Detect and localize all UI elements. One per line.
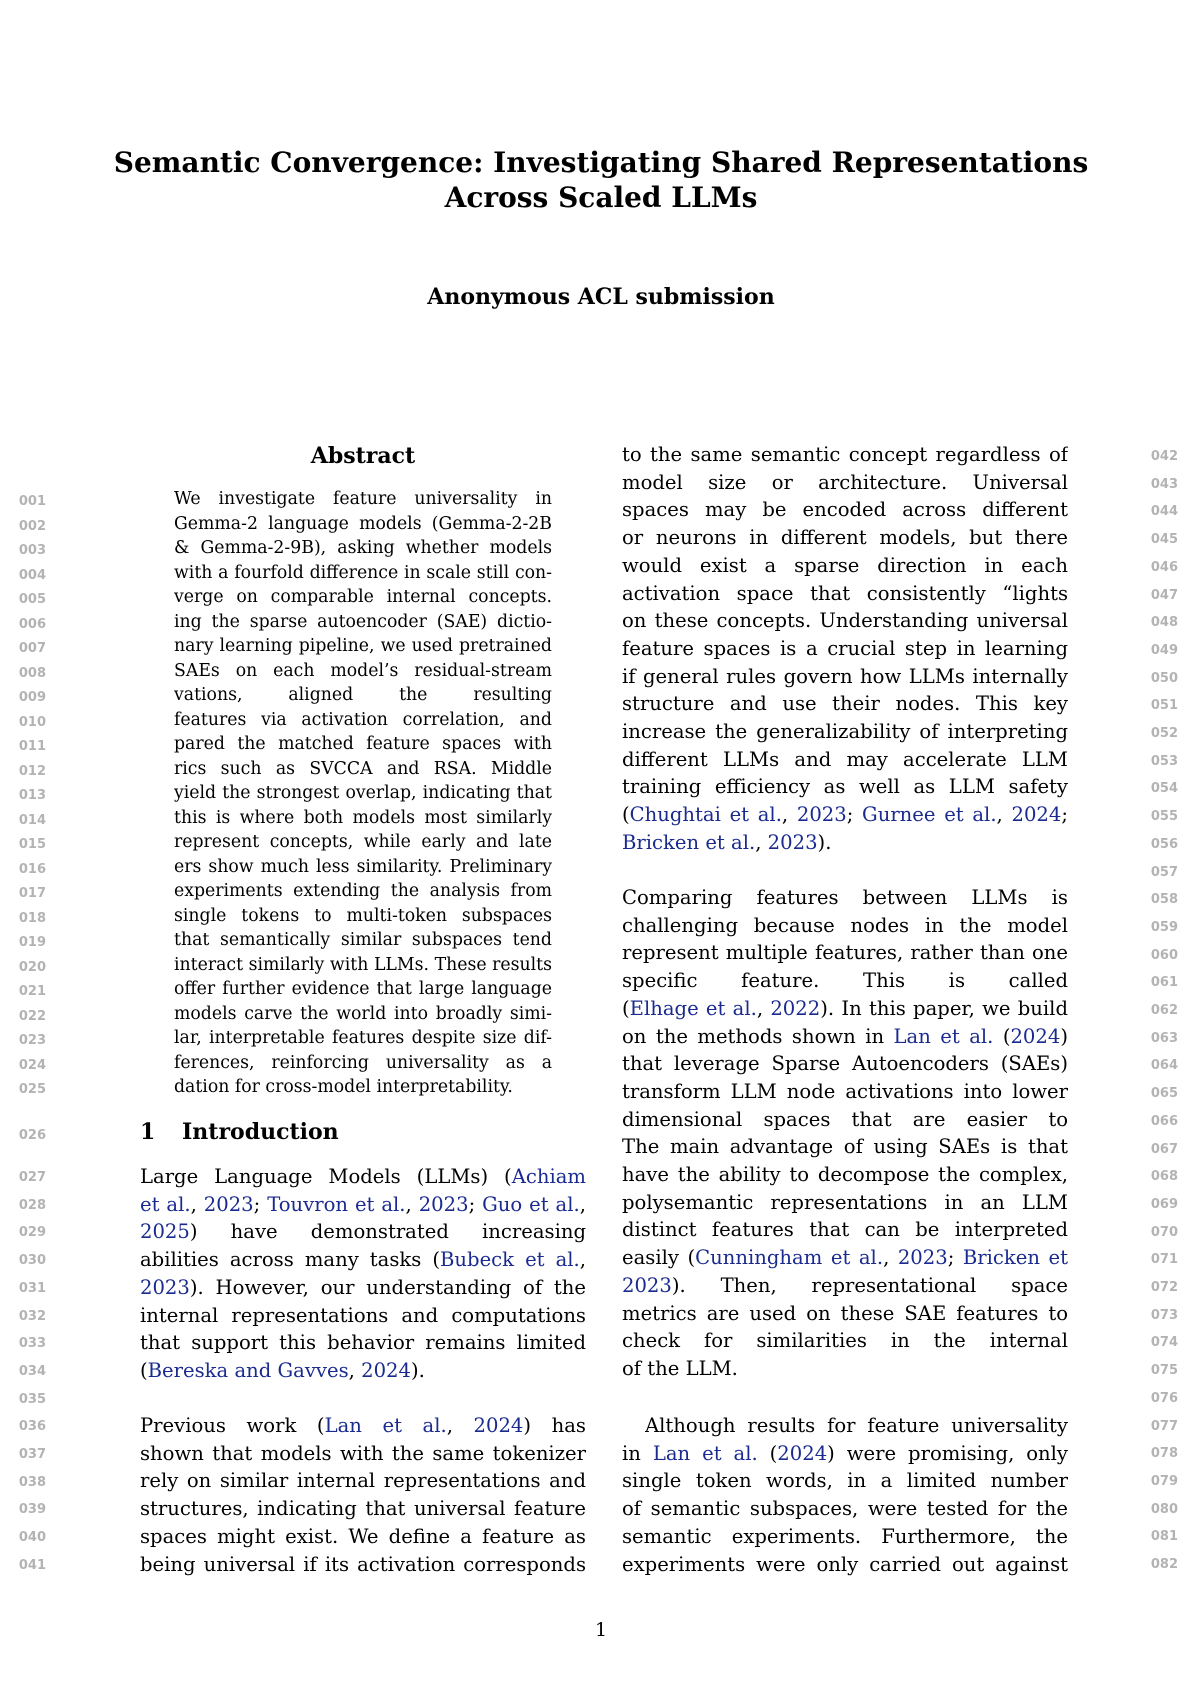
line-number: 076: [1150, 1390, 1178, 1406]
text-run: to the same semantic concept regardless of: [622, 443, 1068, 466]
text-run: ;: [846, 803, 863, 827]
abstract-line: Gemma-2 language models (Gemma-2-2B: [174, 513, 552, 534]
right-paragraph-2-line: [622, 913, 1068, 939]
line-number: 055: [1150, 809, 1178, 825]
abstract-line: ers show much less similarity. Preliminary: [174, 856, 552, 877]
line-number: 028: [18, 1197, 46, 1213]
line-number: 041: [18, 1557, 46, 1573]
citation-link[interactable]: 2023: [140, 1275, 190, 1299]
right-paragraph-2-line: [622, 1024, 1068, 1050]
text-run: ,: [348, 1358, 362, 1382]
line-number: 012: [18, 763, 46, 779]
right-paragraph-2-line: [622, 1301, 1068, 1327]
right-paragraph-1-line: [622, 636, 1068, 662]
abstract-line: & Gemma-2-9B), asking whether models: [174, 538, 552, 558]
paper-title: [100, 145, 1102, 215]
line-number: 010: [18, 714, 46, 730]
right-paragraph-3-line: [622, 1552, 1068, 1578]
text-run: ,: [190, 1192, 204, 1216]
text-run: that leverage Sparse Autoencoders (SAEs): [622, 1052, 1068, 1076]
citation-link[interactable]: Bubeck et al.: [440, 1248, 580, 1272]
citation-link[interactable]: 2024: [1010, 1024, 1061, 1048]
text-run: ,: [996, 803, 1012, 827]
abstract-line: yield the strongest overlap, indicating that: [174, 783, 552, 803]
line-number: 052: [1150, 726, 1178, 741]
line-number: 015: [18, 837, 46, 852]
intro-paragraph-2-line: [140, 1468, 586, 1494]
text-run: ).: [817, 830, 832, 854]
line-number: 044: [1150, 504, 1178, 520]
citation-link[interactable]: Bricken et: [962, 1246, 1068, 1270]
citation-link[interactable]: Chughtai et al.: [629, 803, 782, 827]
line-number: 002: [18, 518, 46, 534]
line-number: 018: [18, 910, 46, 926]
abstract-line: this is where both models most similarly: [174, 807, 552, 828]
line-number: 047: [1150, 587, 1178, 603]
line-number: 017: [18, 886, 46, 901]
line-number: 026: [18, 1128, 46, 1143]
line-number: 070: [1150, 1224, 1178, 1240]
text-run: specific feature. This is called: [622, 969, 1068, 993]
text-run: metrics are used on these SAE features to: [622, 1301, 1068, 1325]
text-run: ). Then, representational space: [671, 1273, 1068, 1297]
abstract-line: dation for cross-model interpretability.: [174, 1077, 513, 1097]
line-number: 029: [18, 1225, 46, 1241]
line-number: 027: [18, 1170, 46, 1185]
text-run: of semantic subspaces, were tested for the: [622, 1497, 1068, 1521]
right-paragraph-2-line: [622, 1162, 1068, 1188]
citation-link[interactable]: 2022: [770, 996, 821, 1020]
right-paragraph-3-line: [622, 1496, 1068, 1522]
right-paragraph-1-line: [622, 525, 1068, 551]
text-run: ,: [883, 1246, 898, 1270]
text-run: ,: [405, 1192, 419, 1216]
right-paragraph-3-line: [622, 1468, 1068, 1494]
text-run: ).: [411, 1358, 425, 1382]
right-paragraph-3-line: [622, 1441, 1068, 1467]
line-number: 065: [1150, 1086, 1178, 1102]
right-paragraph-2-line: [622, 885, 1068, 911]
citation-link[interactable]: 2024: [1011, 803, 1062, 827]
text-run: ) were promising, only: [827, 1441, 1068, 1465]
line-number: 068: [1150, 1169, 1178, 1185]
intro-paragraph-1-line: [140, 1164, 586, 1190]
text-run: on these concepts. Understanding universal: [622, 609, 1068, 633]
line-number: 075: [1150, 1363, 1178, 1379]
text-run: would exist a sparse direction in each: [622, 553, 1068, 577]
line-number: 008: [18, 665, 46, 681]
right-paragraph-1-line: [622, 553, 1068, 579]
text-run: ) have demonstrated increasing: [189, 1220, 586, 1244]
text-run: distinct features that can be interpreted: [622, 1218, 1068, 1242]
abstract-line: that semantically similar subspaces tend: [174, 930, 552, 950]
text-run: ). In this paper, we build: [820, 996, 1068, 1020]
text-run: Previous work (: [140, 1414, 325, 1437]
right-paragraph-2-line: [622, 1079, 1068, 1105]
author-line: Anonymous ACL submission: [427, 284, 775, 310]
line-number: 050: [1150, 670, 1178, 686]
text-run: dimensional spaces that are easier to: [622, 1107, 1068, 1131]
abstract-line: vations, aligned the resulting: [174, 685, 552, 705]
right-paragraph-2-line: [622, 940, 1068, 966]
right-paragraph-1-line: [622, 719, 1068, 745]
abstract-line: represent concepts, while early and late: [174, 832, 552, 852]
line-number: 039: [18, 1502, 46, 1518]
text-run: ;: [253, 1192, 268, 1216]
citation-link[interactable]: 2024: [361, 1358, 411, 1382]
citation-link[interactable]: 2023: [418, 1192, 469, 1216]
citation-link[interactable]: Gurnee et al.: [862, 803, 997, 827]
citation-link[interactable]: 2023: [203, 1192, 254, 1216]
abstract-line: verge on comparable internal concepts.: [174, 587, 552, 607]
text-run: activation space that consistently “lights: [622, 581, 1068, 605]
line-number: 036: [18, 1419, 46, 1435]
citation-link[interactable]: 2023: [622, 1273, 672, 1297]
right-paragraph-2-line: [622, 996, 1068, 1022]
line-number: 034: [18, 1363, 46, 1379]
text-run: The main advantage of using SAEs is that: [622, 1135, 1068, 1159]
line-number: 024: [18, 1057, 46, 1073]
line-number: 074: [1150, 1335, 1178, 1351]
line-number: 021: [18, 984, 46, 999]
line-number: 042: [1150, 449, 1178, 464]
line-number: 013: [18, 788, 46, 803]
abstract-line: nary learning pipeline, we used pretrained: [174, 636, 552, 656]
abstract-line: single tokens to multi-token subspaces: [174, 905, 552, 926]
text-run: or neurons in different models, but there: [622, 526, 1068, 550]
right-paragraph-2-line: [622, 1107, 1068, 1133]
page-number: 1: [594, 1619, 608, 1641]
line-number: 071: [1150, 1252, 1178, 1268]
line-number: 019: [18, 935, 46, 950]
text-run: increase the generalizability of interpreting: [622, 720, 1068, 743]
line-number: 064: [1150, 1058, 1178, 1074]
line-number: 006: [18, 616, 46, 632]
line-number: 072: [1150, 1280, 1178, 1295]
text-run: ;: [468, 1192, 483, 1216]
text-run: structures, indicating that universal feature: [140, 1497, 586, 1521]
line-number: 030: [18, 1253, 46, 1269]
text-run: Large Language Models (LLMs) (: [140, 1165, 512, 1188]
line-number: 032: [18, 1308, 46, 1324]
text-run: Although results for feature universality: [645, 1414, 1068, 1437]
text-run: challenging because nodes in the model: [622, 913, 1068, 937]
citation-link[interactable]: Elhage et al.: [629, 996, 757, 1020]
line-number: 077: [1150, 1418, 1178, 1434]
citation-link[interactable]: 2024: [473, 1414, 524, 1437]
line-number: 066: [1150, 1113, 1178, 1129]
abstract-line: rics such as SVCCA and RSA. Middle: [174, 758, 552, 779]
citation-link[interactable]: et al.: [140, 1192, 191, 1216]
citation-link[interactable]: 2023: [796, 803, 847, 827]
citation-link[interactable]: 2023: [767, 830, 818, 854]
text-run: rely on similar internal representations and: [140, 1469, 586, 1493]
text-run: spaces may be encoded across different: [622, 498, 1068, 522]
text-run: (: [622, 803, 630, 827]
text-run: experiments were only carried out against: [622, 1552, 1068, 1576]
line-number: 048: [1150, 615, 1178, 631]
right-paragraph-2-line: [622, 1328, 1068, 1354]
text-run: ,: [781, 803, 797, 827]
right-paragraph-2-line: [622, 1356, 1068, 1382]
text-run: ,: [755, 830, 768, 854]
text-run: ): [1060, 1024, 1068, 1048]
text-run: ). However, our understanding of the: [189, 1275, 586, 1299]
line-number: 033: [18, 1336, 46, 1352]
text-run: (: [622, 996, 630, 1020]
text-run: spaces might exist. We define a feature as: [140, 1524, 586, 1548]
right-paragraph-1-line: [622, 802, 1068, 828]
line-number: 056: [1150, 836, 1178, 852]
right-paragraph-2-line: [622, 1245, 1068, 1271]
text-run: shown that models with the same tokenizer: [140, 1441, 586, 1465]
section-title: Introduction: [182, 1119, 339, 1145]
title-line-2: Across Scaled LLMs: [444, 181, 758, 214]
intro-paragraph-2-line: [140, 1441, 586, 1467]
citation-link[interactable]: Bricken et al.: [622, 830, 756, 854]
text-run: (: [757, 1441, 778, 1465]
line-number: 080: [1150, 1501, 1178, 1517]
text-run: Comparing features between LLMs is: [622, 886, 1068, 909]
line-number: 005: [18, 592, 46, 607]
citation-link[interactable]: Lan et al.: [324, 1414, 447, 1437]
right-paragraph-2-line: [622, 1051, 1068, 1077]
intro-paragraph-1-line: [140, 1330, 586, 1356]
text-run: ) has: [523, 1414, 586, 1437]
right-paragraph-2-line: [622, 1134, 1068, 1160]
abstract-line: offer further evidence that large language: [174, 979, 552, 999]
citation-link[interactable]: Guo et al.: [482, 1192, 580, 1216]
abstract-line: with a fourfold difference in scale still con-: [174, 562, 552, 583]
title-line-1: Semantic Convergence: Investigating Shared Representations: [113, 146, 1089, 179]
intro-paragraph-1-line: [140, 1358, 586, 1384]
line-number: 073: [1150, 1307, 1178, 1323]
citation-link[interactable]: 2023: [897, 1246, 948, 1270]
line-number: 059: [1150, 919, 1178, 935]
right-paragraph-3-line: [622, 1524, 1068, 1550]
right-paragraph-1-line: [622, 470, 1068, 496]
text-run: that support this behavior remains limited: [140, 1331, 586, 1355]
citation-link[interactable]: Lan et al.: [652, 1441, 758, 1465]
citation-link[interactable]: 2025: [140, 1220, 190, 1244]
text-run: check for similarities in the internal: [622, 1329, 1068, 1353]
text-run: ;: [1061, 803, 1068, 827]
intro-paragraph-2-line: [140, 1524, 586, 1550]
right-paragraph-2-line: [622, 968, 1068, 994]
right-paragraph-1-line: [622, 747, 1068, 773]
right-paragraph-1-line: [622, 581, 1068, 607]
text-run: on the methods shown in: [622, 1024, 894, 1048]
line-number: 060: [1150, 947, 1178, 963]
line-number: 058: [1150, 892, 1178, 908]
text-run: represent multiple features, rather than one: [622, 941, 1068, 965]
line-number: 079: [1150, 1473, 1178, 1489]
line-number: 062: [1150, 1003, 1178, 1018]
line-number: 001: [18, 494, 46, 509]
line-number: 051: [1150, 698, 1178, 714]
line-number: 035: [18, 1391, 46, 1407]
line-number: 053: [1150, 753, 1178, 769]
citation-link[interactable]: 2024: [777, 1441, 828, 1465]
text-run: different LLMs and may accelerate LLM: [622, 747, 1068, 771]
right-paragraph-1-line: [622, 774, 1068, 800]
text-run: single token words, in a limited number: [622, 1469, 1068, 1493]
line-number: 038: [18, 1474, 46, 1490]
line-number: 023: [18, 1033, 46, 1048]
text-run: feature spaces is a crucial step in learning: [622, 636, 1068, 660]
right-paragraph-2-line: [622, 1273, 1068, 1299]
line-number: 037: [18, 1447, 46, 1462]
line-number: 025: [18, 1082, 46, 1097]
text-run: ,: [579, 1192, 586, 1216]
text-run: (: [140, 1358, 148, 1382]
abstract-line: lar, interpretable features despite size dif-: [174, 1028, 552, 1048]
text-run: structure and use their nodes. This key: [622, 692, 1068, 716]
section-heading: [140, 1118, 339, 1146]
intro-paragraph-2-line: [140, 1552, 586, 1578]
line-number: 045: [1150, 532, 1178, 548]
abstract-line: pared the matched feature spaces with: [174, 734, 552, 754]
right-paragraph-2-line: [622, 1217, 1068, 1243]
abstract-line: We investigate feature universality in: [174, 489, 552, 509]
citation-link[interactable]: Touvron et al.: [267, 1192, 406, 1216]
abstract-line: interact similarly with LLMs. These results: [174, 954, 552, 975]
abstract-heading: Abstract: [310, 443, 416, 469]
abstract-line: SAEs on each model’s residual-stream: [174, 660, 552, 681]
text-run: abilities across many tasks (: [140, 1248, 441, 1272]
text-run: have the ability to decompose the complex,: [622, 1163, 1068, 1186]
line-number: 081: [1150, 1529, 1178, 1545]
intro-paragraph-1-line: [140, 1247, 586, 1273]
abstract-line: models carve the world into broadly simi-: [174, 1003, 552, 1024]
right-paragraph-3-line: [645, 1413, 1068, 1439]
line-number: 049: [1150, 642, 1178, 658]
text-run: polysemantic representations in an LLM: [622, 1190, 1068, 1214]
text-run: (: [993, 1024, 1011, 1048]
intro-paragraph-1-line: [140, 1275, 586, 1301]
line-number: 046: [1150, 559, 1178, 575]
text-run: ,: [579, 1248, 586, 1272]
text-run: ,: [446, 1414, 474, 1437]
citation-link[interactable]: Bereska and Gavves: [147, 1358, 349, 1382]
right-paragraph-1-line: [622, 442, 1068, 468]
line-number: 007: [18, 641, 46, 656]
text-run: ;: [947, 1246, 963, 1270]
text-run: semantic experiments. Furthermore, the: [622, 1524, 1068, 1548]
intro-paragraph-1-line: [140, 1303, 586, 1329]
citation-link[interactable]: Cunningham et al.: [695, 1246, 884, 1270]
text-run: internal representations and computations: [140, 1303, 586, 1327]
line-number: 082: [1150, 1557, 1178, 1572]
line-number: 016: [18, 861, 46, 877]
text-run: of the LLM.: [622, 1356, 738, 1380]
line-number: 067: [1150, 1141, 1178, 1157]
abstract-line: ing the sparse autoencoder (SAE) dictio-: [174, 611, 552, 632]
abstract-line: ferences, reinforcing universality as a: [174, 1052, 552, 1073]
intro-paragraph-2-line: [140, 1496, 586, 1522]
line-number: 063: [1150, 1030, 1178, 1046]
line-number: 057: [1150, 864, 1178, 880]
line-number: 003: [18, 543, 46, 558]
text-run: being universal if its activation corresponds: [140, 1552, 586, 1576]
section-number: 1: [140, 1119, 156, 1145]
line-number: 011: [18, 739, 46, 754]
citation-link[interactable]: Achiam: [511, 1165, 586, 1188]
intro-paragraph-1-line: [140, 1192, 586, 1218]
line-number: 043: [1150, 476, 1178, 492]
right-paragraph-1-line: [622, 664, 1068, 690]
right-paragraph-1-line: [622, 691, 1068, 717]
line-number: 040: [18, 1530, 46, 1546]
line-number: 020: [18, 959, 46, 975]
right-paragraph-1-line: [622, 497, 1068, 523]
text-run: training efficiency as well as LLM safety: [622, 775, 1068, 799]
line-number: 004: [18, 567, 46, 583]
line-number: 022: [18, 1008, 46, 1024]
intro-paragraph-2-line: [140, 1413, 586, 1439]
right-paragraph-1-line: [622, 608, 1068, 634]
citation-link[interactable]: Lan et al.: [893, 1024, 994, 1048]
text-run: transform LLM node activations into lower: [622, 1079, 1068, 1103]
text-run: easily (: [622, 1246, 696, 1270]
line-number: 014: [18, 812, 46, 828]
line-number: 054: [1150, 781, 1178, 797]
intro-paragraph-1-line: [140, 1219, 586, 1245]
line-number: 031: [18, 1280, 46, 1296]
line-number: 009: [18, 690, 46, 705]
text-run: ,: [756, 996, 771, 1020]
text-run: if general rules govern how LLMs internally: [622, 664, 1068, 688]
text-run: in: [622, 1441, 653, 1465]
abstract-line: features via activation correlation, and: [174, 709, 552, 730]
abstract-line: experiments extending the analysis from: [174, 881, 552, 901]
text-run: model size or architecture. Universal: [622, 470, 1068, 494]
line-number: 061: [1150, 975, 1178, 991]
right-paragraph-1-line: [622, 830, 1068, 856]
line-number: 078: [1150, 1446, 1178, 1462]
line-number: 069: [1150, 1196, 1178, 1212]
right-paragraph-2-line: [622, 1190, 1068, 1216]
